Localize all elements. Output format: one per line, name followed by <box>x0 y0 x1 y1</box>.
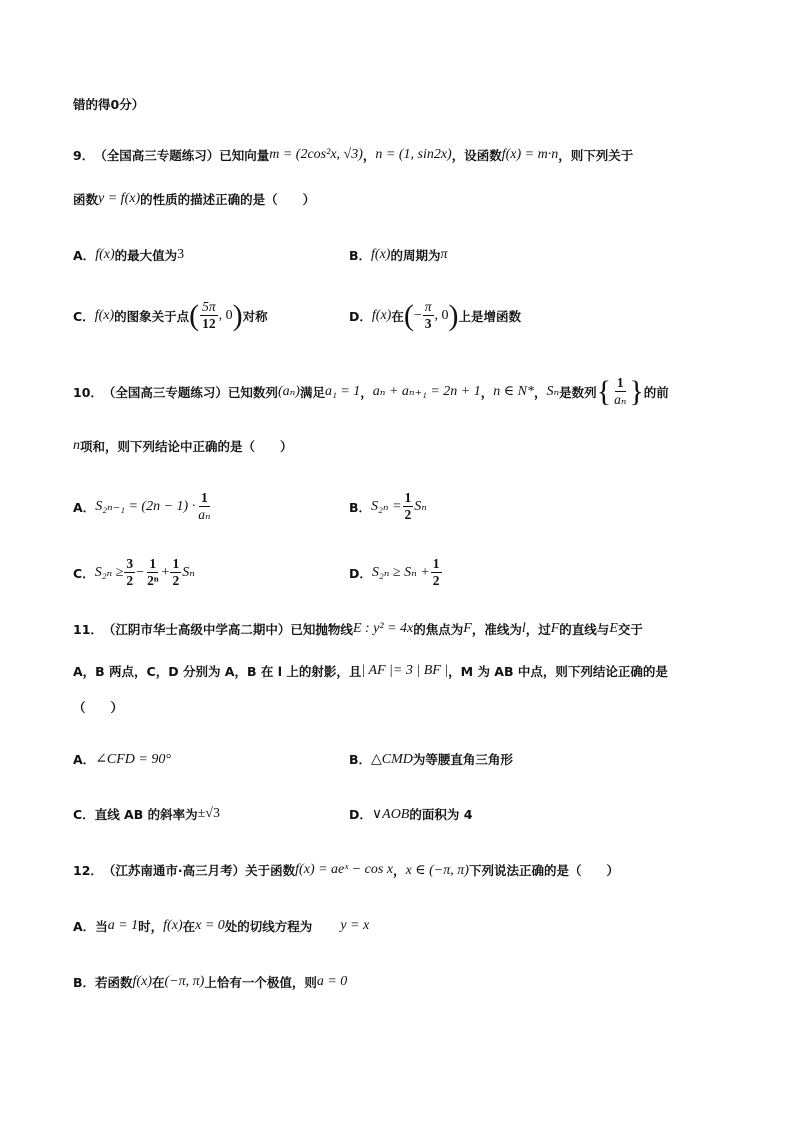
fraction <box>145 556 160 589</box>
option-value: 3 <box>177 247 185 262</box>
q10-option-b <box>349 490 427 523</box>
denominator: aₙ <box>614 392 627 407</box>
q11-line2b: ，M 为 AB 中点，则下列结论正确的是 <box>448 664 668 679</box>
q10-sep3: ， <box>533 384 547 400</box>
q9-text-2: ，设函数 <box>451 148 502 163</box>
q11-text-2: 的焦点为 <box>413 622 464 637</box>
option-text: 在 <box>151 975 165 990</box>
option-math: a = 0 <box>316 974 348 989</box>
option-text: 的面积为 4 <box>409 807 473 822</box>
q11-E2: E <box>609 621 618 636</box>
q10-sep1: ， <box>360 384 373 400</box>
fraction <box>170 556 181 589</box>
q11-line2: A，B 两点，C，D 分别为 A，B 在 l 上的射影，且 <box>73 664 362 679</box>
q10-text-3: 是数列 <box>559 384 597 400</box>
q9-stem-line2 <box>73 190 315 208</box>
numerator: π <box>424 299 432 314</box>
option-text: 时， <box>138 919 164 934</box>
q11-F2: F <box>550 621 560 636</box>
option-label: A． <box>73 499 96 515</box>
q10-n-in-N: n ∈ N* <box>493 384 534 399</box>
right-brace: } <box>629 374 644 408</box>
q10-option-c <box>73 556 195 589</box>
numerator: 1 <box>200 490 208 505</box>
numerator: 1 <box>149 556 157 571</box>
option-text: 的周期为 <box>390 248 441 263</box>
q10-n: n <box>73 438 80 453</box>
left-paren: ( <box>189 298 200 332</box>
option-text: 处的切线方程为 <box>224 919 313 934</box>
option-text: 为等腰直角三角形 <box>412 752 513 767</box>
q9-number: 9． <box>73 148 95 163</box>
option-rhs: Sₙ <box>414 499 427 514</box>
option-math: a = 1 <box>107 918 139 933</box>
q10-line2: 项和，则下列结论中正确的是（ ） <box>80 439 293 454</box>
q11-stem-line3: （ ） <box>73 700 124 715</box>
option-end: 上是增函数 <box>458 308 522 324</box>
denominator: 2 <box>126 573 134 588</box>
q10-text-1: 已知数列 <box>227 384 278 400</box>
option-label: A． <box>73 248 96 263</box>
q9-function-y: y = f(x) <box>98 191 141 206</box>
option-rhs: Sₙ <box>182 565 195 580</box>
option-math: f(x) <box>163 918 183 933</box>
q9-vector-n: n = (1, sin2x) <box>375 147 452 162</box>
q9-line2-b: 的性质的描述正确的是（ ） <box>140 192 316 207</box>
q10-option-a <box>73 490 213 523</box>
option-math: (−π, π) <box>164 974 205 989</box>
option-text: 的图象关于点 <box>114 308 190 324</box>
option-math: f(x) <box>132 974 152 989</box>
option-math: x = 0 <box>195 918 225 933</box>
q11-parabola: E : y² = 4x <box>352 621 414 636</box>
fraction <box>196 490 212 523</box>
q10-stem-line2 <box>73 437 293 455</box>
option-math: ±√3 <box>197 806 220 821</box>
q11-l: l <box>521 621 526 636</box>
q10-text-4: 的前 <box>643 384 669 400</box>
q12-number: 12． <box>73 863 103 878</box>
q9-option-c <box>73 299 268 332</box>
option-math: f(x) <box>371 307 392 323</box>
fraction <box>612 375 628 408</box>
q11-abs: | AF |= 3 | BF | <box>361 663 449 678</box>
left-brace: { <box>596 374 612 408</box>
q11-text-1: 已知抛物线 <box>290 622 353 637</box>
option-text: 直线 AB 的斜率为 <box>94 807 198 822</box>
option-lhs: S₂ₙ ≥ Sₙ + <box>371 565 430 580</box>
q9-option-b <box>349 246 448 264</box>
option-lhs: S₂ₙ₋₁ = (2n − 1) · <box>95 499 196 514</box>
fraction <box>200 299 218 332</box>
q10-sep2: ， <box>480 384 494 400</box>
numerator: 1 <box>432 556 440 571</box>
option-text: 的最大值为 <box>114 248 178 263</box>
q10-number: 10． <box>73 384 103 400</box>
q10-stem-line1 <box>73 375 669 408</box>
option-math: ∨AOB <box>371 806 410 822</box>
q11-text-5: 的直线与 <box>559 622 610 637</box>
numerator: 5π <box>202 299 216 314</box>
q10-text-2: 满足 <box>299 384 325 400</box>
option-math: ∠CFD = 90° <box>95 751 171 767</box>
right-paren: ) <box>448 298 459 332</box>
option-text: 若函数 <box>95 975 133 990</box>
option-lhs: S₂ₙ ≥ <box>94 565 124 580</box>
q11-text-3: ，准线为 <box>471 622 522 637</box>
q9-option-a <box>73 246 184 264</box>
q10-source: （全国高三专题练习） <box>102 384 228 400</box>
continuation-text: 错的得0分） <box>73 97 145 112</box>
option-math: y = x <box>340 918 370 933</box>
option-label: B． <box>73 975 96 990</box>
q11-text-4: ，过 <box>525 622 551 637</box>
fraction <box>423 299 434 332</box>
q9-line2-a: 函数 <box>73 192 99 207</box>
fraction <box>403 490 414 523</box>
q9-source: （全国高三专题练习） <box>94 148 220 163</box>
denominator: aₙ <box>198 507 211 522</box>
q10-recurrence: aₙ + aₙ₊₁ = 2n + 1 <box>372 384 481 399</box>
option-label: A． <box>73 752 96 767</box>
numerator: 1 <box>172 556 180 571</box>
q12-text-2: 下列说法正确的是（ ） <box>468 863 619 878</box>
option-math: △CMD <box>371 751 413 767</box>
q12-option-a <box>73 917 369 935</box>
q11-option-d <box>349 805 472 823</box>
q12-option-b <box>73 973 347 991</box>
q9-function-def: f(x) = m·n <box>501 147 559 162</box>
operator: − <box>136 564 145 580</box>
denominator: 3 <box>424 316 432 331</box>
option-label: D． <box>349 565 372 581</box>
option-value: π <box>440 247 448 262</box>
option-math: f(x) <box>95 247 115 262</box>
q10-option-d <box>349 556 443 589</box>
denominator: 2 <box>404 507 412 522</box>
denominator: 2ⁿ <box>147 573 159 588</box>
q12-stem-line1 <box>73 861 619 879</box>
q12-source: （江苏南通市·高三月考） <box>102 863 246 878</box>
q10-Sn: Sₙ <box>546 384 560 399</box>
q12-sep: ， <box>393 863 406 878</box>
option-text: 当 <box>95 919 108 934</box>
q11-option-a <box>73 750 171 768</box>
option-math: f(x) <box>94 307 115 323</box>
q9-sep: ， <box>362 148 376 163</box>
q11-number: 11． <box>73 622 103 637</box>
q9-vector-m: m = (2cos²x, √3) <box>269 147 363 162</box>
q12-domain: x ∈ (−π, π) <box>405 862 469 878</box>
denominator: 2 <box>172 573 180 588</box>
tail: , 0 <box>434 307 449 323</box>
q11-text-6: 交于 <box>617 622 643 637</box>
denominator: 2 <box>432 573 440 588</box>
option-label: D． <box>349 807 372 822</box>
numerator: 1 <box>404 490 412 505</box>
option-lhs: S₂ₙ = <box>371 499 402 514</box>
fraction <box>431 556 442 589</box>
option-label: C． <box>73 308 95 324</box>
q11-stem-line2 <box>73 662 668 680</box>
option-text: 在 <box>182 919 196 934</box>
q12-function: f(x) = aeˣ − cos x <box>295 862 394 877</box>
q9-option-d <box>349 299 521 332</box>
option-text: 在 <box>391 308 404 324</box>
q11-option-b <box>349 750 513 768</box>
numerator: 1 <box>616 375 624 390</box>
option-label: C． <box>73 565 95 581</box>
option-math: f(x) <box>371 247 391 262</box>
q10-an: (aₙ) <box>277 384 300 399</box>
option-end: 对称 <box>242 308 268 324</box>
q11-stem-line1 <box>73 620 643 638</box>
option-label: B． <box>349 248 372 263</box>
tail: , 0 <box>218 307 233 323</box>
left-paren: ( <box>403 298 414 332</box>
option-text: 上恰有一个极值，则 <box>204 975 317 990</box>
right-paren: ) <box>232 298 243 332</box>
fraction <box>124 556 135 589</box>
q9-text-1: 已知向量 <box>219 148 270 163</box>
q11-source: （江阴市华士高级中学高二期中） <box>102 622 291 637</box>
q9-text-3: ，则下列关于 <box>558 148 634 163</box>
operator: + <box>161 564 170 580</box>
q11-option-c <box>73 805 220 823</box>
q10-a1: a₁ = 1 <box>324 383 361 399</box>
option-label: A． <box>73 919 96 934</box>
numerator: 3 <box>126 556 134 571</box>
option-label: D． <box>349 308 372 324</box>
option-label: B． <box>349 752 372 767</box>
q12-text-1: 关于函数 <box>245 863 296 878</box>
minus-sign: − <box>413 307 422 323</box>
q11-F: F <box>463 621 472 636</box>
denominator: 12 <box>202 316 216 331</box>
option-label: C． <box>73 807 95 822</box>
option-label: B． <box>349 499 372 515</box>
q9-stem-line1 <box>73 146 633 164</box>
